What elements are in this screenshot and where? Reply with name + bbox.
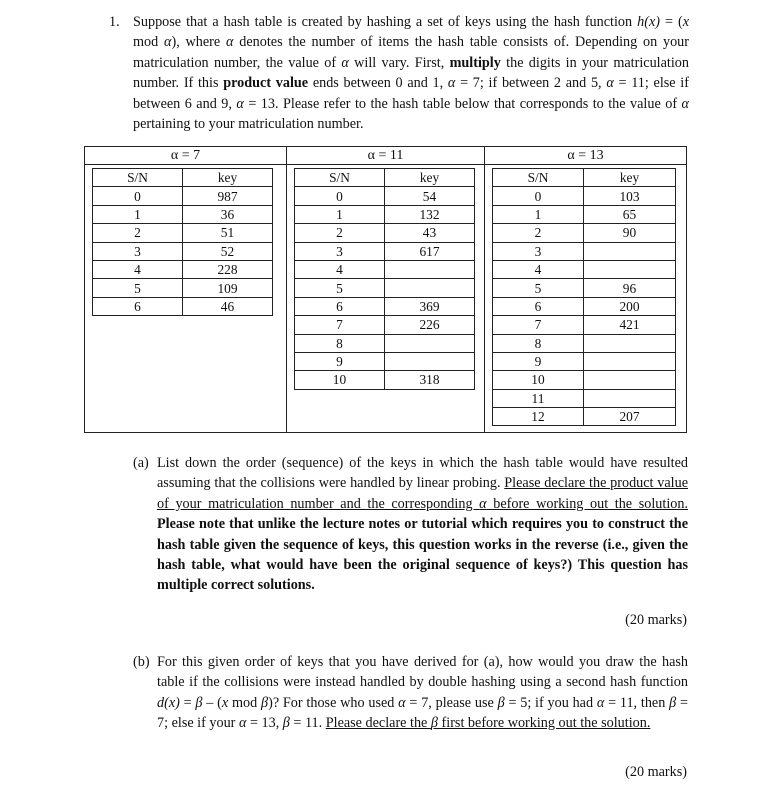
column-header-key: key	[385, 169, 475, 187]
table-header: α = 13	[485, 147, 686, 165]
table-header-row	[295, 169, 475, 187]
cell-sn: 10	[493, 371, 584, 389]
cell-key	[584, 334, 676, 352]
emphasis-multiply: multiply	[449, 54, 501, 71]
table-row	[493, 352, 676, 370]
cell-sn: 3	[295, 242, 385, 260]
table-row	[493, 242, 676, 260]
table-row	[93, 224, 273, 242]
table-row	[295, 260, 475, 278]
part-a	[133, 453, 688, 596]
question-1	[109, 12, 689, 134]
hash-table	[492, 168, 676, 426]
cell-key: 109	[183, 279, 273, 297]
part-b-marks: (20 marks)	[625, 764, 687, 780]
cell-sn: 0	[295, 187, 385, 205]
cell-key: 617	[385, 242, 475, 260]
cell-sn: 1	[93, 205, 183, 223]
cell-sn: 5	[93, 279, 183, 297]
table-row	[295, 242, 475, 260]
hash-table-alpha-13	[485, 147, 686, 432]
cell-sn: 4	[295, 260, 385, 278]
hash-table	[92, 168, 273, 316]
cell-key	[385, 334, 475, 352]
cell-key: 318	[385, 371, 475, 389]
emphasis-product-value: product value	[223, 75, 309, 92]
part-label: (b)	[133, 654, 150, 670]
hash-tables-panel	[84, 146, 687, 433]
table-row	[493, 260, 676, 278]
part-a-text: List down the order (sequence) of the keys in which the hash table would have resulted assuming that the collisions were handled by linear probing. Please declare the product value of your matriculation number and the corresponding α before working out the solution. Please note that unlike the lecture notes or tutorial which requires you to construct the hash table given the sequence of keys, this question works in the reverse (i.e., given the hash table, what would have been the original sequence of keys?) This question has multiple correct solutions.	[157, 455, 688, 594]
cell-key	[584, 242, 676, 260]
table-row	[295, 205, 475, 223]
cell-key: 369	[385, 297, 475, 315]
table-row	[295, 352, 475, 370]
table-row	[93, 205, 273, 223]
table-row	[93, 279, 273, 297]
question-text: Suppose that a hash table is created by hashing a set of keys using the hash function h(x) = (x mod α), where α denotes the number of items the hash table consists of. Depending on your matriculation number, the value of α will vary. First, multiply the digits in your matriculation number. If this product value ends between 0 and 1, α = 7; if between 2 and 5, α = 11; else if between 6 and 9, α = 13. Please refer to the hash table below that corresponds to the value of α pertaining to your matriculation number.	[133, 14, 690, 133]
part-b-text: For this given order of keys that you have derived for (a), how would you draw the hash table if the collisions were instead handled by double hashing using a second hash function d(x) = β – (x mod β)? For those who used α = 7, please use β = 5; if you had α = 11, then β = 7; else if your α = 13, β = 11. Please declare the β first before working out the solution.	[157, 654, 688, 732]
cell-key: 46	[183, 297, 273, 315]
cell-sn: 0	[93, 187, 183, 205]
cell-key	[584, 352, 676, 370]
table-row	[493, 205, 676, 223]
cell-sn: 9	[493, 352, 584, 370]
cell-key	[385, 260, 475, 278]
table-row	[295, 316, 475, 334]
cell-sn: 7	[493, 316, 584, 334]
cell-sn: 3	[93, 242, 183, 260]
table-row	[493, 334, 676, 352]
table-header: α = 11	[287, 147, 484, 165]
part-label: (a)	[133, 455, 149, 471]
cell-key: 51	[183, 224, 273, 242]
cell-key: 987	[183, 187, 273, 205]
table-row	[295, 224, 475, 242]
table-row	[295, 187, 475, 205]
cell-key	[584, 260, 676, 278]
table-row	[93, 297, 273, 315]
cell-key	[385, 279, 475, 297]
cell-key: 421	[584, 316, 676, 334]
column-header-key: key	[584, 169, 676, 187]
column-header-key: key	[183, 169, 273, 187]
cell-sn: 1	[493, 205, 584, 223]
cell-key: 36	[183, 205, 273, 223]
cell-sn: 4	[493, 260, 584, 278]
underlined-instruction: Please declare the β first before working out the solution.	[325, 715, 651, 732]
bold-note: Please note that unlike the lecture notes or tutorial which requires you to construct the hash table given the sequence of keys, this question works in the reverse (i.e., given the hash table, what would have been the original sequence of keys?) This question has multiple correct solutions.	[157, 516, 688, 594]
table-row	[295, 334, 475, 352]
table-row	[295, 279, 475, 297]
cell-sn: 8	[295, 334, 385, 352]
cell-key: 65	[584, 205, 676, 223]
cell-sn: 7	[295, 316, 385, 334]
table-row	[295, 297, 475, 315]
cell-key: 90	[584, 224, 676, 242]
cell-key: 43	[385, 224, 475, 242]
cell-key: 207	[584, 408, 676, 426]
cell-key: 132	[385, 205, 475, 223]
table-row	[493, 389, 676, 407]
column-header-sn: S/N	[493, 169, 584, 187]
cell-sn: 2	[493, 224, 584, 242]
table-row	[493, 408, 676, 426]
cell-sn: 10	[295, 371, 385, 389]
column-header-sn: S/N	[295, 169, 385, 187]
table-row	[493, 279, 676, 297]
cell-sn: 3	[493, 242, 584, 260]
cell-sn: 5	[295, 279, 385, 297]
table-header: α = 7	[85, 147, 286, 165]
table-row	[493, 224, 676, 242]
table-row	[295, 371, 475, 389]
cell-key: 96	[584, 279, 676, 297]
cell-sn: 6	[295, 297, 385, 315]
table-header-row	[93, 169, 273, 187]
table-row	[493, 316, 676, 334]
cell-key: 228	[183, 260, 273, 278]
table-row	[93, 260, 273, 278]
cell-key: 54	[385, 187, 475, 205]
hash-table	[294, 168, 475, 390]
table-row	[93, 242, 273, 260]
cell-sn: 11	[493, 389, 584, 407]
cell-key	[584, 371, 676, 389]
cell-key: 200	[584, 297, 676, 315]
cell-sn: 8	[493, 334, 584, 352]
table-header-row	[493, 169, 676, 187]
cell-sn: 12	[493, 408, 584, 426]
cell-key: 226	[385, 316, 475, 334]
cell-sn: 0	[493, 187, 584, 205]
part-a-marks: (20 marks)	[625, 612, 687, 628]
cell-key	[584, 389, 676, 407]
underlined-instruction: Please declare the product value of your matriculation number and the corresponding α before working out the solution.	[157, 475, 688, 512]
table-row	[493, 187, 676, 205]
table-row	[493, 297, 676, 315]
cell-sn: 1	[295, 205, 385, 223]
cell-sn: 9	[295, 352, 385, 370]
column-header-sn: S/N	[93, 169, 183, 187]
cell-sn: 2	[93, 224, 183, 242]
cell-sn: 5	[493, 279, 584, 297]
cell-sn: 4	[93, 260, 183, 278]
hash-table-alpha-11	[287, 147, 485, 432]
hash-table-alpha-7	[85, 147, 287, 432]
cell-sn: 6	[93, 297, 183, 315]
table-row	[493, 371, 676, 389]
cell-key: 103	[584, 187, 676, 205]
cell-key: 52	[183, 242, 273, 260]
cell-sn: 2	[295, 224, 385, 242]
cell-sn: 6	[493, 297, 584, 315]
table-row	[93, 187, 273, 205]
question-number: 1.	[109, 14, 120, 30]
part-b	[133, 652, 688, 734]
cell-key	[385, 352, 475, 370]
